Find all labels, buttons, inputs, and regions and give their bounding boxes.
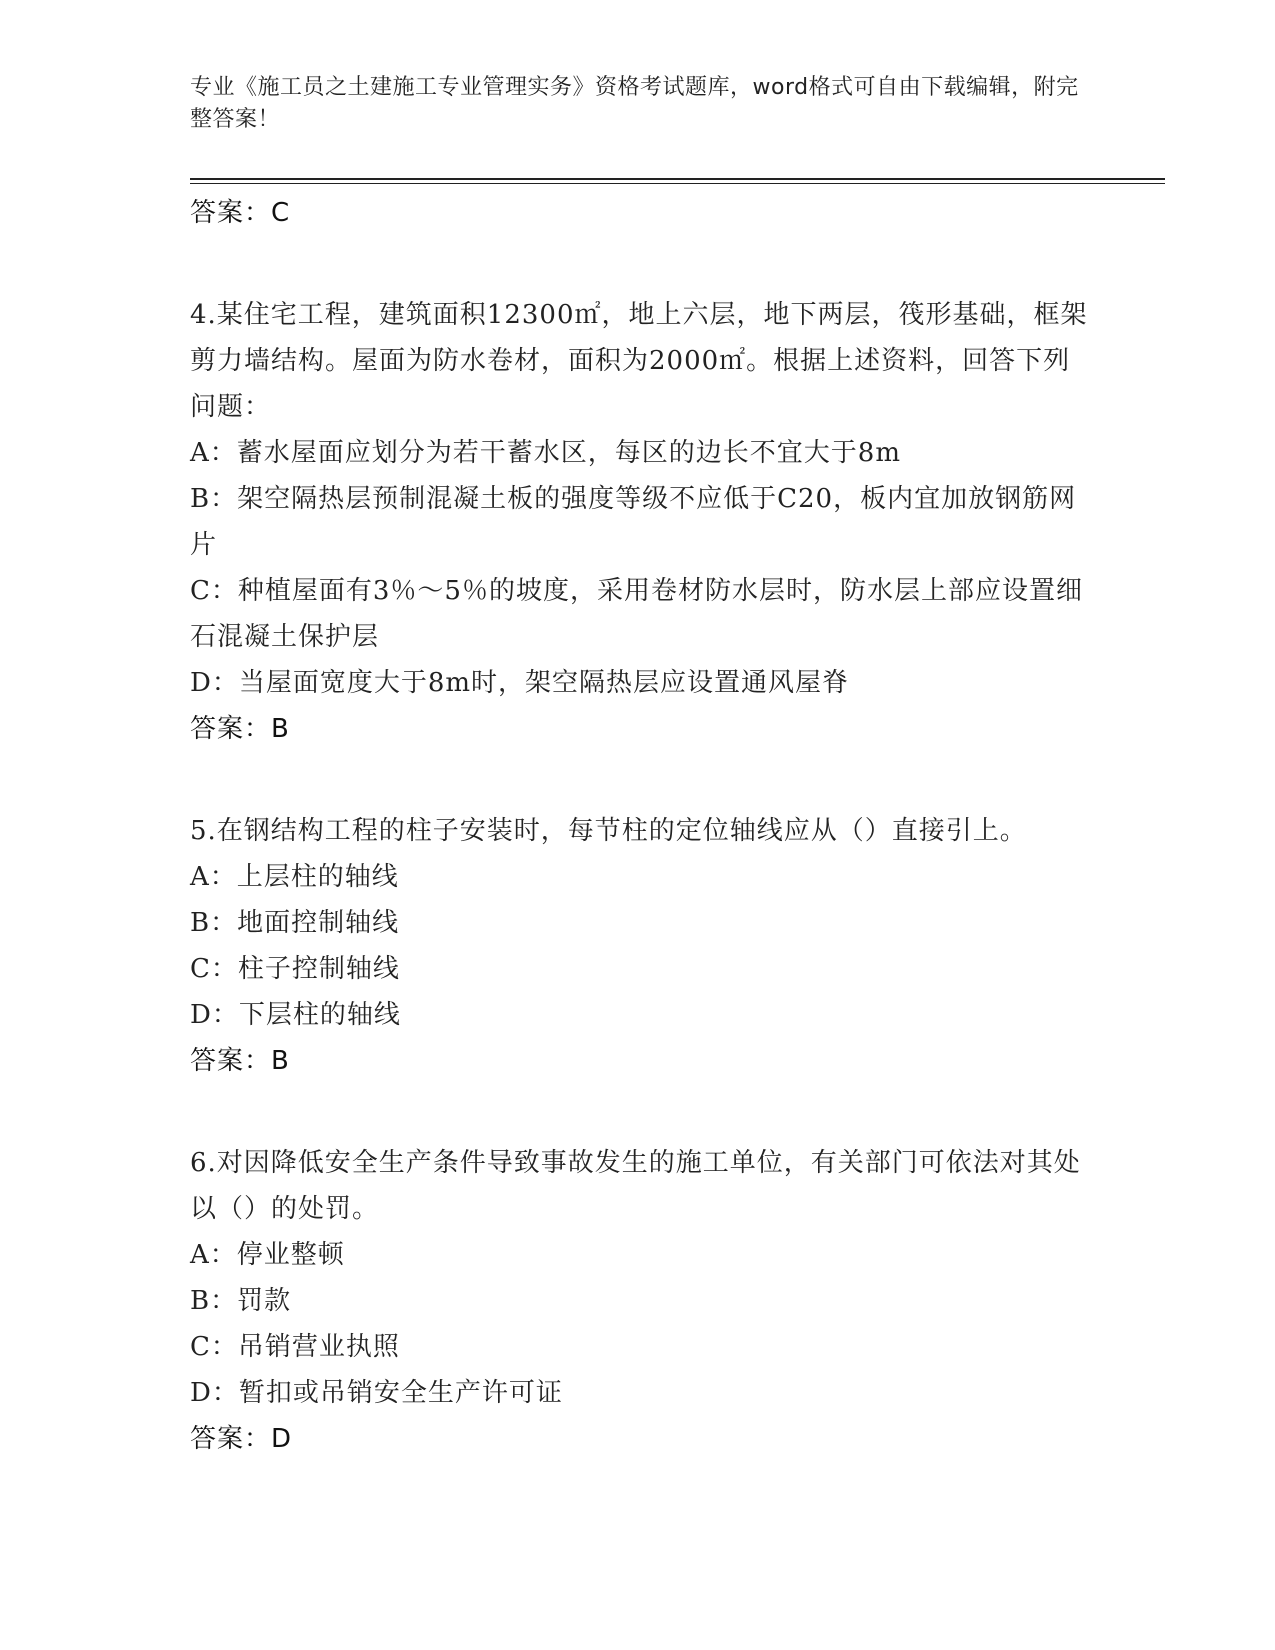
question-stem: 5.在钢结构工程的柱子安装时，每节柱的定位轴线应从（）直接引上。 <box>190 816 1027 846</box>
spacer <box>190 1084 1090 1140</box>
option-c: C：种植屋面有3％～5％的坡度，采用卷材防水层时，防水层上部应设置细石混凝土保护层 <box>190 576 1083 652</box>
option-a: A：上层柱的轴线 <box>190 862 399 892</box>
question-block <box>190 1140 1090 1462</box>
question-block <box>190 808 1090 1084</box>
answer-line: 答案：C <box>190 198 291 228</box>
question-stem: 4.某住宅工程，建筑面积12300㎡，地上六层，地下两层，筏形基础，框架剪力墙结构。屋面为防水卷材，面积为2000㎡。根据上述资料，回答下列问题： <box>190 300 1088 422</box>
question-block <box>190 292 1090 752</box>
answer-line: 答案：B <box>190 1046 290 1076</box>
question-content <box>190 190 1090 1462</box>
option-c: C：柱子控制轴线 <box>190 954 400 984</box>
question-stem: 6.对因降低安全生产条件导致事故发生的施工单位，有关部门可依法对其处以（）的处罚。 <box>190 1148 1081 1224</box>
answer-line: 答案：D <box>190 1424 293 1454</box>
option-a: A：蓄水屋面应划分为若干蓄水区，每区的边长不宜大于8m <box>190 438 901 468</box>
option-a: A：停业整顿 <box>190 1240 345 1270</box>
header-rule-thick <box>190 178 1165 180</box>
header-rule-thin <box>190 183 1165 184</box>
page-header: 专业《施工员之土建施工专业管理实务》资格考试题库，word格式可自由下载编辑，附完整答案！ <box>190 75 1079 132</box>
option-d: D：当屋面宽度大于8m时，架空隔热层应设置通风屋脊 <box>190 668 850 698</box>
spacer <box>190 752 1090 808</box>
spacer <box>190 236 1090 292</box>
option-b: B：架空隔热层预制混凝土板的强度等级不应低于C20，板内宜加放钢筋网片 <box>190 484 1077 560</box>
answer-line: 答案：B <box>190 714 290 744</box>
option-c: C：吊销营业执照 <box>190 1332 400 1362</box>
option-d: D：暂扣或吊销安全生产许可证 <box>190 1378 563 1408</box>
option-b: B：地面控制轴线 <box>190 908 400 938</box>
option-d: D：下层柱的轴线 <box>190 1000 401 1030</box>
option-b: B：罚款 <box>190 1286 292 1316</box>
